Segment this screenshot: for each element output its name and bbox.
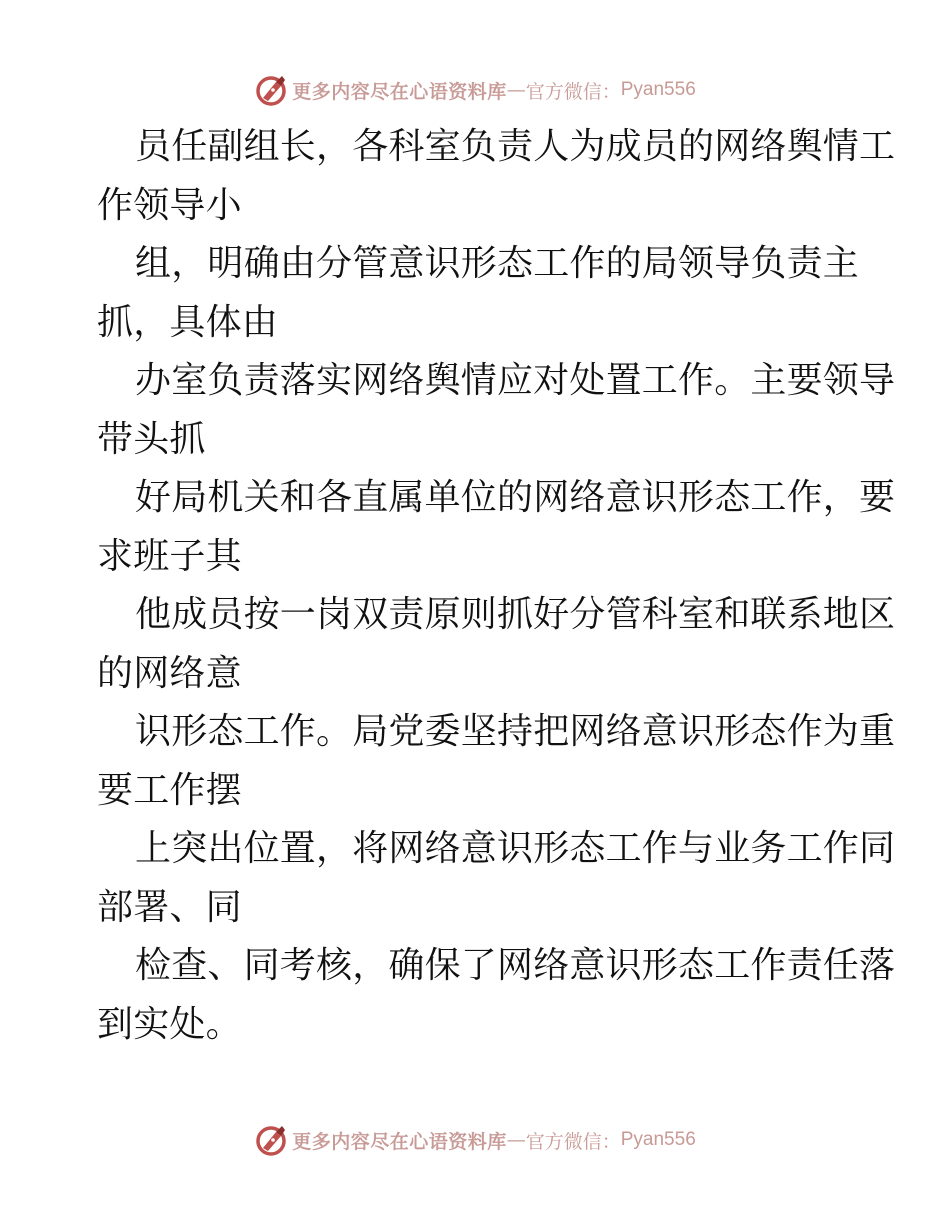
paragraph-line: 抓，具体由	[97, 301, 279, 343]
banner-wechat-label: 官方微信：	[525, 1130, 621, 1153]
paragraph-line: 他成员按一岗双责原则抓好分管科室和联系地区	[135, 594, 896, 635]
paragraph-line: 组，明确由分管意识形态工作的局领导负责主	[135, 243, 860, 284]
paragraph-line: 到实处。	[97, 1003, 242, 1045]
banner-slogan: 更多内容尽在心语资料库	[292, 80, 507, 103]
paragraph-line: 检查、同考核，确保了网络意识形态工作责任落	[135, 945, 896, 986]
banner-separator: —	[506, 79, 526, 101]
header-banner	[0, 70, 950, 110]
paragraph-line: 带头抓	[97, 418, 206, 460]
paragraph-line: 办室负责落实网络舆情应对处置工作。主要领导	[135, 360, 896, 401]
paragraph-line: 求班子其	[97, 535, 242, 577]
paragraph-line: 部署、同	[97, 886, 242, 928]
banner-separator: —	[506, 1129, 526, 1151]
banner-wechat-label: 官方微信：	[525, 80, 621, 103]
pen-nib-logo-icon	[254, 1123, 288, 1157]
paragraph-line: 好局机关和各直属单位的网络意识形态工作，要	[135, 477, 896, 518]
paragraph-line: 识形态工作。局党委坚持把网络意识形态作为重	[135, 711, 896, 752]
paragraph-line: 员任副组长，各科室负责人为成员的网络舆情工	[135, 126, 896, 167]
footer-banner	[0, 1120, 950, 1160]
paragraph-line: 要工作摆	[97, 769, 242, 811]
paragraph-line: 的网络意	[97, 652, 242, 694]
document-body	[97, 118, 896, 1054]
banner-wechat-id: Pyan556	[620, 79, 696, 100]
pen-nib-logo-icon	[254, 73, 288, 107]
banner-wechat-id: Pyan556	[620, 1129, 696, 1150]
banner-slogan: 更多内容尽在心语资料库	[292, 1130, 507, 1153]
paragraph-line: 上突出位置，将网络意识形态工作与业务工作同	[135, 828, 896, 869]
paragraph-line: 作领导小	[97, 184, 242, 226]
